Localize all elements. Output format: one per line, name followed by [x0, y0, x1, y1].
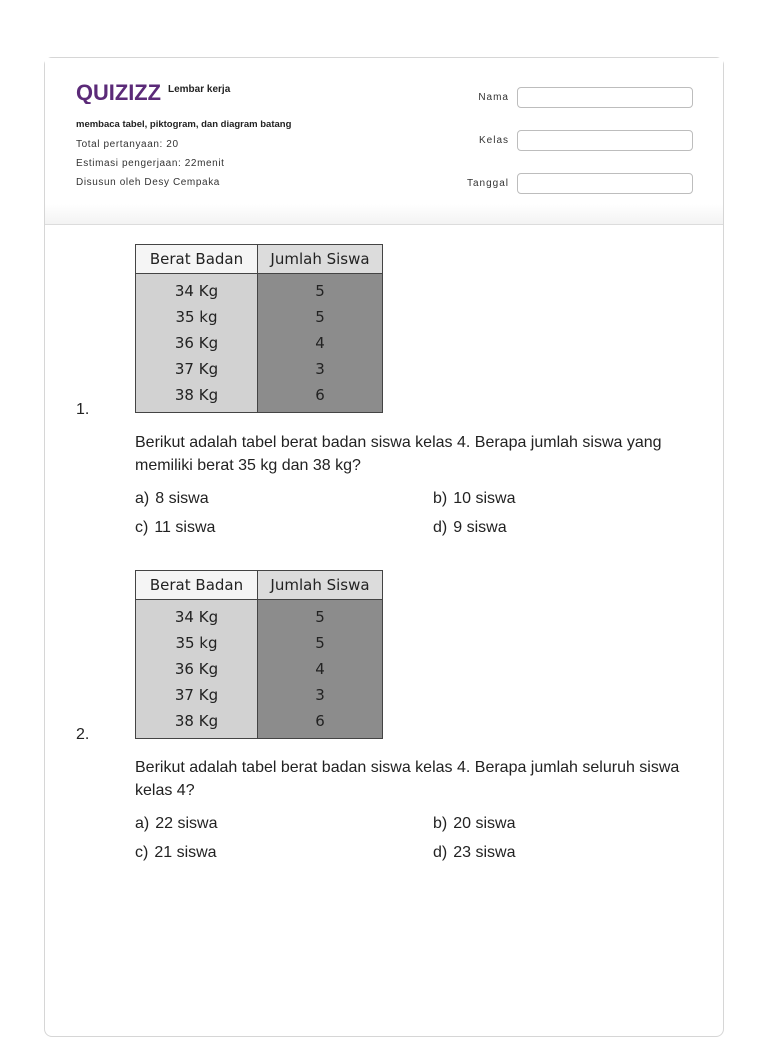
weight-table — [135, 244, 383, 413]
table-row — [136, 682, 383, 708]
option-text: 9 siswa — [453, 519, 507, 536]
option-d[interactable] — [433, 844, 515, 862]
option-a[interactable] — [135, 815, 217, 833]
name-label: Nama — [478, 92, 509, 103]
option-letter: a) — [135, 490, 150, 507]
option-letter: a) — [135, 815, 150, 832]
table-row — [136, 330, 383, 356]
table-cell-count: 6 — [258, 382, 383, 413]
table-row — [136, 274, 383, 305]
option-text: 23 siswa — [453, 844, 516, 861]
table-header-count: Jumlah Siswa — [258, 245, 383, 274]
option-c[interactable] — [135, 844, 217, 862]
table-cell-weight: 35 kg — [136, 630, 258, 656]
table-row — [136, 656, 383, 682]
brand-row — [76, 80, 230, 104]
class-field[interactable] — [517, 130, 693, 151]
date-field[interactable] — [517, 173, 693, 194]
table-cell-count: 5 — [258, 600, 383, 631]
option-text: 20 siswa — [453, 815, 516, 832]
option-letter: b) — [433, 490, 448, 507]
option-letter: c) — [135, 519, 149, 536]
worksheet — [44, 57, 724, 1037]
name-field-row — [445, 86, 695, 129]
table-header-weight: Berat Badan — [136, 571, 258, 600]
option-b[interactable] — [433, 815, 515, 833]
table-cell-count: 3 — [258, 682, 383, 708]
option-b[interactable] — [433, 490, 515, 508]
option-text: 11 siswa — [154, 519, 216, 536]
name-field[interactable] — [517, 87, 693, 108]
worksheet-meta — [76, 117, 296, 192]
option-text: 10 siswa — [453, 490, 516, 507]
option-text: 8 siswa — [155, 490, 209, 507]
author: Disusun oleh Desy Cempaka — [76, 177, 220, 188]
table-cell-count: 6 — [258, 708, 383, 739]
table-cell-count: 3 — [258, 356, 383, 382]
table-row — [136, 630, 383, 656]
class-field-row — [445, 129, 695, 172]
table-cell-weight: 36 Kg — [136, 656, 258, 682]
table-cell-weight: 34 Kg — [136, 600, 258, 631]
table-row — [136, 304, 383, 330]
table-cell-weight: 37 Kg — [136, 682, 258, 708]
option-a[interactable] — [135, 490, 209, 508]
student-fields — [445, 86, 695, 215]
table-cell-count: 5 — [258, 274, 383, 305]
question-text: Berikut adalah tabel berat badan siswa kelas 4. Berapa jumlah siswa yang memiliki berat 35 kg dan 38 kg? — [135, 434, 662, 474]
table-row — [136, 708, 383, 739]
table-cell-weight: 37 Kg — [136, 356, 258, 382]
option-letter: c) — [135, 844, 149, 861]
table-header-count: Jumlah Siswa — [258, 571, 383, 600]
option-c[interactable] — [135, 519, 215, 537]
table-header-weight: Berat Badan — [136, 245, 258, 274]
class-label: Kelas — [478, 135, 509, 146]
table-cell-weight: 34 Kg — [136, 274, 258, 305]
question-text: Berikut adalah tabel berat badan siswa kelas 4. Berapa jumlah seluruh siswa kelas 4? — [135, 759, 680, 799]
worksheet-title: membaca tabel, piktogram, dan diagram batang — [76, 119, 292, 130]
date-label: Tanggal — [466, 178, 509, 189]
table-cell-weight: 35 kg — [136, 304, 258, 330]
option-letter: d) — [433, 844, 448, 861]
table-cell-count: 5 — [258, 630, 383, 656]
total-questions: Total pertanyaan: 20 — [76, 139, 179, 150]
table-row — [136, 356, 383, 382]
table-cell-count: 4 — [258, 656, 383, 682]
worksheet-header — [45, 58, 723, 225]
table-cell-weight: 38 Kg — [136, 708, 258, 739]
sheet-type-label: Lembar kerja — [168, 84, 231, 95]
question-number: 1. — [76, 401, 90, 418]
table-row — [136, 382, 383, 413]
table-cell-weight: 38 Kg — [136, 382, 258, 413]
table-row — [136, 600, 383, 631]
option-letter: b) — [433, 815, 448, 832]
weight-table — [135, 570, 383, 739]
estimate-time: Estimasi pengerjaan: 22menit — [76, 158, 225, 169]
option-d[interactable] — [433, 519, 507, 537]
table-cell-weight: 36 Kg — [136, 330, 258, 356]
option-text: 22 siswa — [155, 815, 218, 832]
option-letter: d) — [433, 519, 448, 536]
table-cell-count: 4 — [258, 330, 383, 356]
date-field-row — [445, 172, 695, 215]
question-number: 2. — [76, 726, 90, 743]
option-text: 21 siswa — [154, 844, 217, 861]
quizizz-logo — [76, 80, 162, 104]
svg-text:QUIZIZZ: QUIZIZZ — [76, 80, 161, 104]
table-cell-count: 5 — [258, 304, 383, 330]
